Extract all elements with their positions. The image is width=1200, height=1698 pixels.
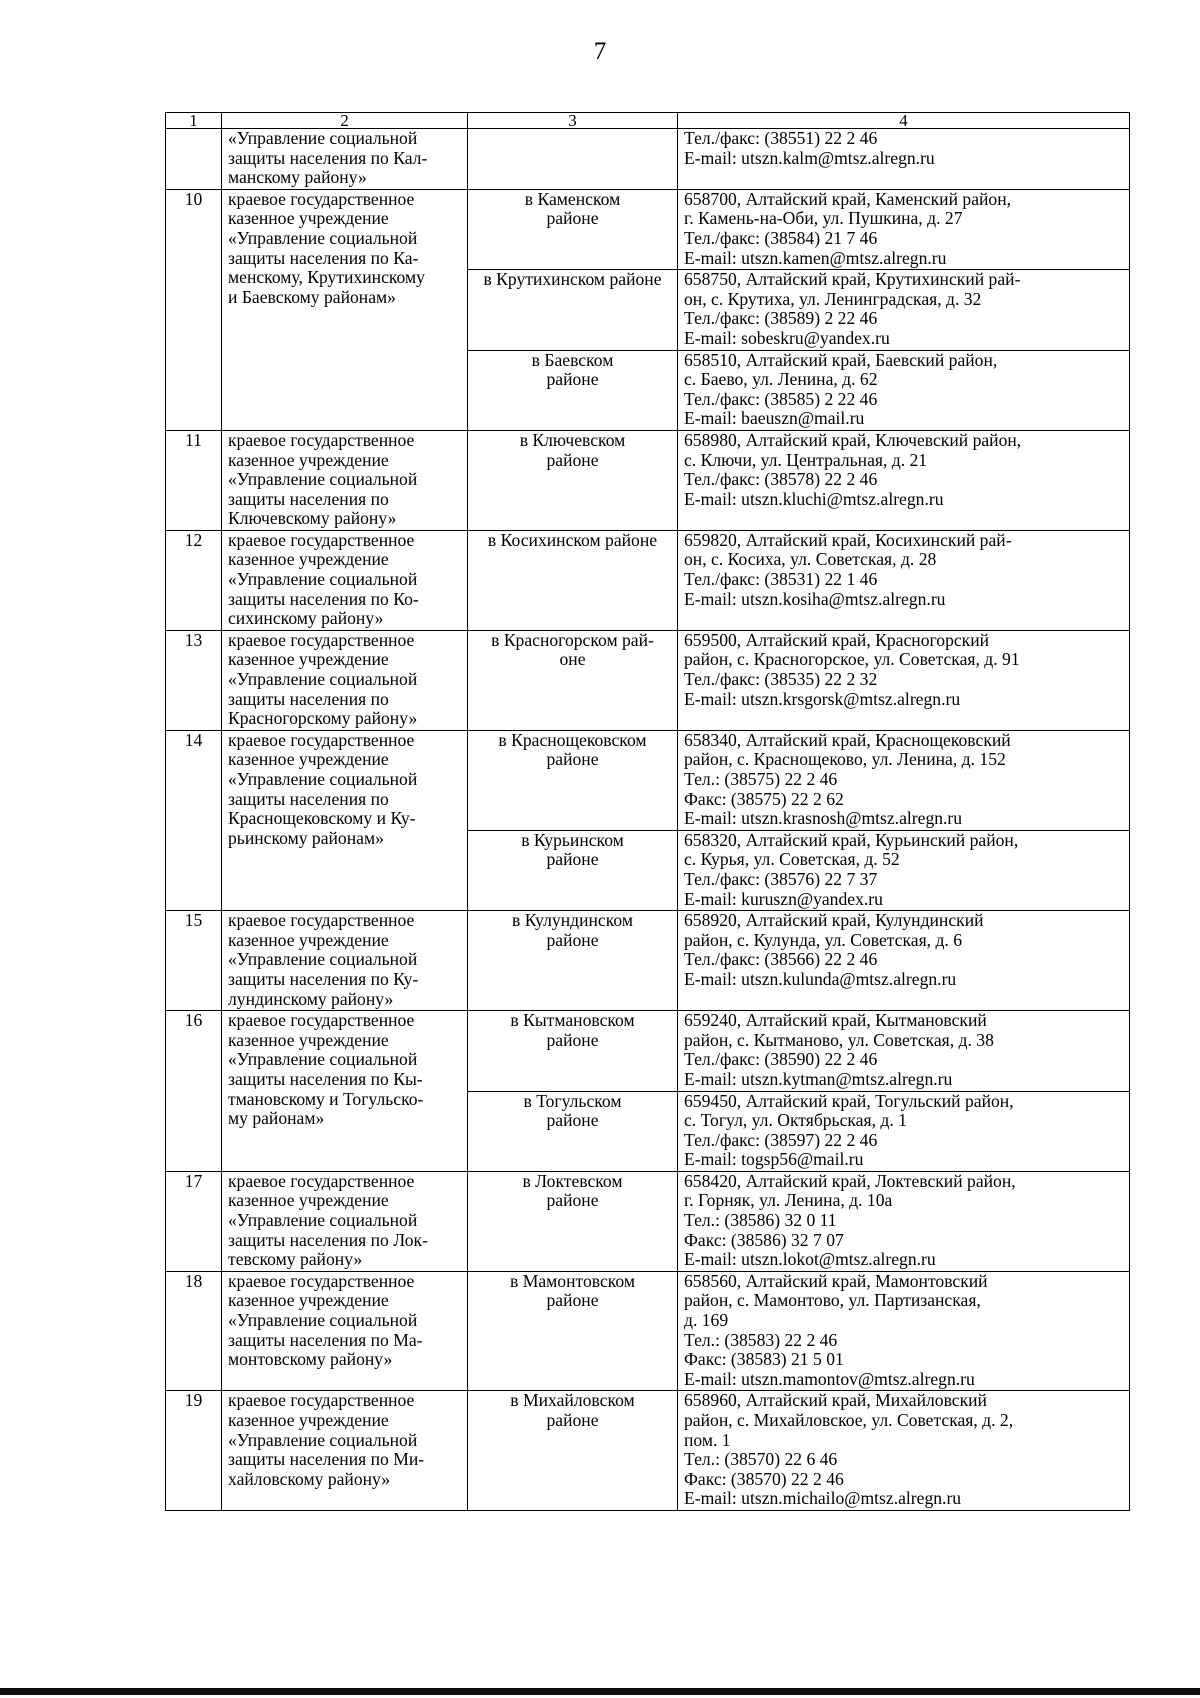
text-line: в Курьинском — [521, 829, 624, 850]
text-line: оне — [559, 649, 586, 670]
text-line: E-mail: utszn.lokot@mtsz.alregn.ru — [684, 1249, 936, 1270]
table-row — [166, 630, 1130, 730]
text-line: 658340, Алтайский край, Краснощековский — [684, 729, 1011, 750]
district-cell — [468, 129, 678, 190]
text-line: районе — [546, 1410, 599, 1430]
text-line: E-mail: utszn.kalm@mtsz.alregn.ru — [684, 147, 935, 168]
district-cell — [468, 270, 678, 350]
organization-cell — [222, 630, 468, 730]
text-line: Факс: (38575) 22 2 62 — [684, 788, 844, 809]
text-line: Факс: (38586) 32 7 07 — [684, 1229, 844, 1250]
text-line: в Ключевском — [519, 429, 626, 450]
row-number-cell: 10 — [166, 189, 222, 430]
text-line: в Локтевском — [522, 1170, 623, 1191]
text-line: «Управление социальной — [228, 569, 418, 590]
text-line: районе — [546, 369, 599, 390]
text-line: в Мамонтовском — [509, 1270, 636, 1291]
text-line: манскому району» — [228, 167, 367, 188]
text-line: защиты населения по — [228, 788, 389, 809]
text-line: краевое государственное — [228, 910, 415, 931]
text-line: Тел./факс: (38566) 22 2 46 — [684, 949, 878, 970]
table-row — [166, 1011, 1130, 1091]
text-line: с. Курья, ул. Советская, д. 52 — [684, 849, 900, 870]
text-line: монтовскому району» — [228, 1349, 393, 1370]
text-line: «Управление социальной — [228, 128, 418, 148]
text-line: Тел.: (38583) 22 2 46 — [684, 1329, 838, 1350]
table-row — [166, 530, 1130, 630]
table-row — [166, 911, 1130, 1011]
text-line: в Краснощековском — [498, 729, 647, 750]
text-line: хайловскому району» — [228, 1468, 391, 1489]
text-line: E-mail: utszn.kulunda@mtsz.alregn.ru — [684, 968, 957, 989]
text-line: район, с. Красногорское, ул. Советская, д. 91 — [684, 649, 1020, 670]
address-contacts-cell — [678, 730, 1130, 830]
text-line: районе — [546, 449, 599, 470]
row-number-cell: 19 — [166, 1391, 222, 1511]
organization-cell — [222, 530, 468, 630]
text-line: пом. 1 — [684, 1429, 731, 1450]
text-line: защиты населения по Ко- — [228, 588, 419, 609]
text-line: E-mail: utszn.kytman@mtsz.alregn.ru — [684, 1068, 953, 1089]
institutions-table — [165, 112, 1130, 1511]
text-line: E-mail: utszn.krasnosh@mtsz.alregn.ru — [684, 808, 963, 829]
text-line: 658560, Алтайский край, Мамонтовский — [684, 1270, 988, 1291]
text-line: район, с. Краснощеково, ул. Ленина, д. 152 — [684, 749, 1006, 770]
organization-cell — [222, 189, 468, 430]
text-line: «Управление социальной — [228, 1049, 418, 1070]
text-line: казенное учреждение — [228, 1190, 389, 1211]
text-line: краевое государственное — [228, 1010, 415, 1031]
text-line: районе — [546, 1029, 599, 1050]
organization-cell — [222, 1011, 468, 1172]
text-line: район, с. Кытманово, ул. Советская, д. 38 — [684, 1029, 994, 1050]
table-row — [166, 1171, 1130, 1271]
table-row — [166, 730, 1130, 830]
text-line: районе — [546, 1290, 599, 1311]
address-contacts-cell — [678, 1171, 1130, 1271]
district-cell — [468, 1091, 678, 1171]
table-row — [166, 189, 1130, 269]
address-contacts-cell — [678, 630, 1130, 730]
organization-cell — [222, 1271, 468, 1391]
address-contacts-cell — [678, 1011, 1130, 1091]
table-row — [166, 430, 1130, 530]
row-number-cell: 13 — [166, 630, 222, 730]
text-line: районе — [546, 208, 599, 229]
table-row — [166, 1391, 1130, 1511]
text-line: д. 169 — [684, 1310, 729, 1331]
text-line: районе — [546, 849, 599, 870]
text-line: казенное учреждение — [228, 208, 389, 229]
row-number-cell: 14 — [166, 730, 222, 910]
text-line: E-mail: utszn.krsgorsk@mtsz.alregn.ru — [684, 688, 961, 709]
scan-edge-divider — [0, 1688, 1200, 1695]
text-line: в Баевском — [531, 349, 614, 370]
text-line: казенное учреждение — [228, 1029, 389, 1050]
text-line: защиты населения по Лок- — [228, 1229, 428, 1250]
text-line: защиты населения по — [228, 488, 389, 509]
text-line: 658320, Алтайский край, Курьинский район, — [684, 829, 1019, 850]
district-cell — [468, 911, 678, 1011]
district-cell — [468, 630, 678, 730]
text-line: в Тогульском — [523, 1090, 622, 1111]
text-line: казенное учреждение — [228, 549, 389, 570]
text-line: E-mail: sobeskru@yandex.ru — [684, 327, 890, 348]
text-line: защиты населения по — [228, 688, 389, 709]
district-cell — [468, 830, 678, 910]
text-line: Тел./факс: (38531) 22 1 46 — [684, 569, 878, 590]
text-line: Тел./факс: (38589) 2 22 46 — [684, 308, 878, 329]
text-line: в Каменском — [524, 188, 621, 209]
organization-cell — [222, 911, 468, 1011]
text-line — [474, 129, 671, 149]
district-cell — [468, 1271, 678, 1391]
text-line: Тел.: (38575) 22 2 46 — [684, 769, 838, 789]
text-line: казенное учреждение — [228, 1290, 389, 1311]
row-number-cell: 18 — [166, 1271, 222, 1391]
text-line: в Косихинском районе — [487, 529, 658, 550]
address-contacts-cell — [678, 830, 1130, 910]
text-line: г. Горняк, ул. Ленина, д. 10а — [684, 1190, 893, 1211]
text-line: он, с. Крутиха, ул. Ленинградская, д. 32 — [684, 288, 982, 309]
text-line: Тел./факс: (38576) 22 7 37 — [684, 868, 878, 889]
text-line: Тел./факс: (38535) 22 2 32 — [684, 669, 878, 690]
text-line: E-mail: kuruszn@yandex.ru — [684, 888, 883, 909]
row-number-cell: 12 — [166, 530, 222, 630]
address-contacts-cell — [678, 911, 1130, 1011]
text-line: «Управление социальной — [228, 769, 418, 789]
header-cell-4: 4 — [678, 113, 1130, 129]
organization-cell — [222, 1171, 468, 1271]
row-number-cell — [166, 129, 222, 190]
address-contacts-cell — [678, 1271, 1130, 1391]
text-line: район, с. Михайловское, ул. Советская, д. 2, — [684, 1410, 1014, 1430]
text-line: тевскому району» — [228, 1249, 363, 1270]
text-line: «Управление социальной — [228, 1310, 418, 1331]
text-line: защиты населения по Ку- — [228, 968, 419, 989]
text-line: менскому, Крутихинскому — [228, 267, 425, 288]
text-line: казенное учреждение — [228, 1410, 389, 1430]
text-line: Факс: (38570) 22 2 46 — [684, 1468, 844, 1489]
table-header-row — [166, 113, 1130, 129]
text-line: E-mail: utszn.kamen@mtsz.alregn.ru — [684, 247, 947, 268]
text-line: E-mail: utszn.michailo@mtsz.alregn.ru — [684, 1488, 962, 1509]
text-line: с. Ключи, ул. Центральная, д. 21 — [684, 449, 928, 470]
organization-cell — [222, 430, 468, 530]
text-line: E-mail: baeuszn@mail.ru — [684, 408, 865, 429]
text-line: казенное учреждение — [228, 649, 389, 670]
text-line: краевое государственное — [228, 429, 415, 450]
district-cell — [468, 1011, 678, 1091]
text-line: 659820, Алтайский край, Косихинский рай- — [684, 529, 1012, 550]
row-number-cell: 17 — [166, 1171, 222, 1271]
text-line: и Баевскому районам» — [228, 286, 396, 307]
text-line: E-mail: utszn.kluchi@mtsz.alregn.ru — [684, 488, 944, 509]
text-line: «Управление социальной — [228, 1429, 418, 1450]
text-line: казенное учреждение — [228, 749, 389, 770]
text-line: «Управление социальной — [228, 227, 418, 248]
text-line: 658750, Алтайский край, Крутихинский рай- — [684, 269, 1021, 290]
address-contacts-cell — [678, 270, 1130, 350]
district-cell — [468, 430, 678, 530]
text-line: 658920, Алтайский край, Кулундинский — [684, 910, 984, 931]
address-contacts-cell — [678, 430, 1130, 530]
text-line: защиты населения по Ми- — [228, 1449, 425, 1470]
address-contacts-cell — [678, 530, 1130, 630]
text-line: в Красногорском рай- — [491, 629, 654, 650]
text-line: Красногорскому району» — [228, 708, 418, 729]
text-line: Тел.: (38570) 22 6 46 — [684, 1449, 838, 1470]
text-line: с. Баево, ул. Ленина, д. 62 — [684, 369, 878, 390]
text-line: краевое государственное — [228, 529, 415, 550]
text-line: Тел./факс: (38597) 22 2 46 — [684, 1129, 878, 1150]
organization-cell — [222, 129, 468, 190]
text-line: 658510, Алтайский край, Баевский район, — [684, 349, 998, 370]
text-line: 658700, Алтайский край, Каменский район, — [684, 188, 1012, 209]
header-cell-2: 2 — [222, 113, 468, 129]
row-number-cell: 16 — [166, 1011, 222, 1172]
district-cell — [468, 350, 678, 430]
row-number-cell: 15 — [166, 911, 222, 1011]
page-number: 7 — [593, 38, 607, 65]
text-line: Тел./факс: (38584) 21 7 46 — [684, 227, 878, 248]
district-cell — [468, 1171, 678, 1271]
text-line: E-mail: utszn.mamontov@mtsz.alregn.ru — [684, 1368, 975, 1389]
text-line: Тел./факс: (38551) 22 2 46 — [684, 128, 878, 148]
text-line: 658980, Алтайский край, Ключевский район, — [684, 429, 1022, 450]
address-contacts-cell — [678, 129, 1130, 190]
address-contacts-cell — [678, 350, 1130, 430]
text-line: 658420, Алтайский край, Локтевский район, — [684, 1170, 1016, 1191]
table-row — [166, 129, 1130, 190]
text-line: «Управление социальной — [228, 469, 418, 490]
text-line: краевое государственное — [228, 1170, 415, 1191]
text-line: 658960, Алтайский край, Михайловский — [684, 1390, 987, 1411]
address-contacts-cell — [678, 1391, 1130, 1511]
text-line: защиты населения по Кал- — [228, 147, 428, 168]
text-line: казенное учреждение — [228, 449, 389, 470]
text-line: в Кытмановском — [510, 1010, 635, 1031]
text-line: он, с. Косиха, ул. Советская, д. 28 — [684, 549, 937, 570]
text-line: лундинскому району» — [228, 988, 394, 1009]
text-line: 659450, Алтайский край, Тогульский район, — [684, 1090, 1014, 1111]
text-line: район, с. Мамонтово, ул. Партизанская, — [684, 1290, 981, 1311]
text-line: защиты населения по Кы- — [228, 1068, 423, 1089]
text-line: защиты населения по Ма- — [228, 1329, 423, 1350]
organization-cell — [222, 1391, 468, 1511]
text-line: казенное учреждение — [228, 929, 389, 950]
text-line: в Крутихинском районе — [483, 269, 662, 290]
text-line: «Управление социальной — [228, 669, 418, 690]
text-line: краевое государственное — [228, 1390, 415, 1411]
text-line: г. Камень-на-Оби, ул. Пушкина, д. 27 — [684, 208, 963, 229]
text-line: Тел./факс: (38590) 22 2 46 — [684, 1049, 878, 1070]
text-line: «Управление социальной — [228, 1210, 418, 1231]
text-line: Тел./факс: (38578) 22 2 46 — [684, 469, 878, 490]
header-cell-1: 1 — [166, 113, 222, 129]
district-cell — [468, 1391, 678, 1511]
text-line: район, с. Кулунда, ул. Советская, д. 6 — [684, 929, 963, 950]
text-line: сихинскому району» — [228, 608, 384, 629]
text-line: краевое государственное — [228, 629, 415, 650]
text-line: в Михайловском — [510, 1390, 635, 1411]
text-line: Тел.: (38586) 32 0 11 — [684, 1210, 837, 1231]
text-line: защиты населения по Ка- — [228, 247, 419, 268]
address-contacts-cell — [678, 189, 1130, 269]
text-line: с. Тогул, ул. Октябрьская, д. 1 — [684, 1110, 907, 1131]
address-contacts-cell — [678, 1091, 1130, 1171]
district-cell — [468, 730, 678, 830]
text-line: рьинскому районам» — [228, 827, 384, 848]
text-line: тмановскому и Тогульско- — [228, 1088, 424, 1109]
text-line: Ключевскому району» — [228, 508, 397, 529]
district-cell — [468, 530, 678, 630]
text-line: районе — [546, 1110, 599, 1131]
table-row — [166, 1271, 1130, 1391]
text-line: E-mail: togsp56@mail.ru — [684, 1149, 864, 1170]
text-line: 659500, Алтайский край, Красногорский — [684, 629, 990, 650]
text-line: Краснощековскому и Ку- — [228, 808, 416, 829]
district-cell — [468, 189, 678, 269]
text-line: «Управление социальной — [228, 949, 418, 970]
text-line: 659240, Алтайский край, Кытмановский — [684, 1010, 987, 1031]
header-cell-3: 3 — [468, 113, 678, 129]
text-line: краевое государственное — [228, 188, 415, 209]
text-line: районе — [546, 1190, 599, 1211]
organization-cell — [222, 730, 468, 910]
text-line: краевое государственное — [228, 1270, 415, 1291]
text-line: районе — [546, 749, 599, 770]
text-line: районе — [546, 929, 599, 950]
text-line: му районам» — [228, 1108, 325, 1129]
text-line: Тел./факс: (38585) 2 22 46 — [684, 388, 878, 409]
text-line: в Кулундинском — [512, 910, 633, 931]
text-line: краевое государственное — [228, 729, 415, 750]
text-line: E-mail: utszn.kosiha@mtsz.alregn.ru — [684, 588, 946, 609]
row-number-cell: 11 — [166, 430, 222, 530]
text-line: Факс: (38583) 21 5 01 — [684, 1349, 844, 1370]
